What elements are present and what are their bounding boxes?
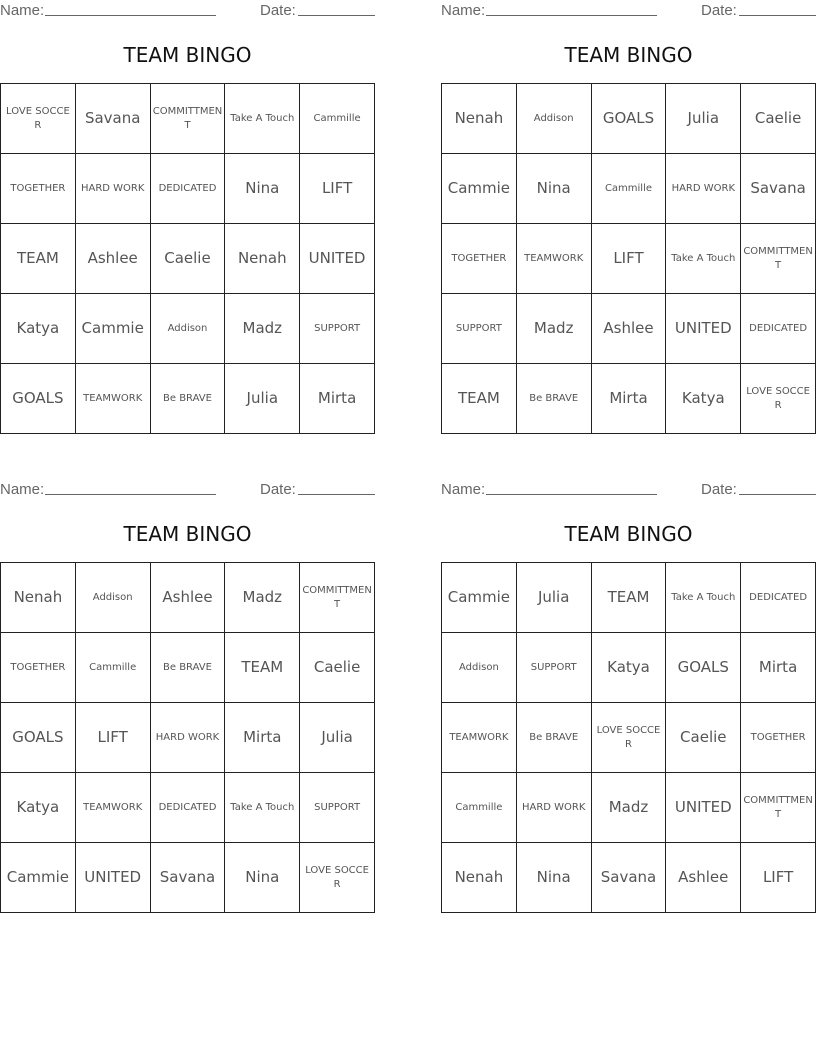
- bingo-grid: [441, 562, 816, 913]
- date-line: [739, 494, 816, 495]
- bingo-cell[interactable]: Ashlee: [592, 294, 667, 364]
- bingo-cell[interactable]: LIFT: [76, 703, 151, 773]
- bingo-cell[interactable]: Cammille: [592, 154, 667, 224]
- bingo-card: [0, 0, 375, 434]
- card-title: TEAM BINGO: [123, 522, 252, 546]
- name-line: [486, 494, 657, 495]
- bingo-cell[interactable]: Nenah: [225, 224, 300, 294]
- bingo-cell[interactable]: Savana: [151, 843, 226, 913]
- bingo-card: [441, 0, 816, 434]
- bingo-cell[interactable]: Be BRAVE: [517, 703, 592, 773]
- card-header: [441, 2, 816, 20]
- bingo-cell[interactable]: Cammie: [1, 843, 76, 913]
- bingo-cell[interactable]: TEAM: [1, 224, 76, 294]
- bingo-cell[interactable]: Nina: [225, 843, 300, 913]
- date-label: Date:: [260, 481, 296, 498]
- bingo-cell[interactable]: DEDICATED: [151, 773, 226, 843]
- bingo-cell[interactable]: Addison: [517, 84, 592, 154]
- date-line: [739, 15, 816, 16]
- bingo-cell[interactable]: Savana: [741, 154, 816, 224]
- bingo-cell[interactable]: Cammie: [442, 563, 517, 633]
- name-label: Name:: [0, 2, 45, 19]
- name-label: Name:: [441, 2, 486, 19]
- bingo-cell[interactable]: TOGETHER: [442, 224, 517, 294]
- bingo-cell[interactable]: DEDICATED: [151, 154, 226, 224]
- bingo-cell[interactable]: HARD WORK: [666, 154, 741, 224]
- date-line: [298, 494, 375, 495]
- bingo-card: [0, 479, 375, 913]
- bingo-cell[interactable]: Cammie: [442, 154, 517, 224]
- date-label: Date:: [701, 2, 737, 19]
- bingo-cell[interactable]: Cammille: [76, 633, 151, 703]
- bingo-cell[interactable]: GOALS: [1, 364, 76, 434]
- bingo-cell[interactable]: Mirta: [300, 364, 375, 434]
- bingo-cell[interactable]: Be BRAVE: [151, 364, 226, 434]
- bingo-cell[interactable]: Madz: [225, 294, 300, 364]
- bingo-cell[interactable]: Katya: [1, 294, 76, 364]
- bingo-grid: [0, 562, 375, 913]
- bingo-cell[interactable]: Addison: [76, 563, 151, 633]
- bingo-cell[interactable]: Take A Touch: [225, 773, 300, 843]
- bingo-cell[interactable]: Mirta: [592, 364, 667, 434]
- bingo-cell[interactable]: Take A Touch: [666, 224, 741, 294]
- bingo-cell[interactable]: HARD WORK: [151, 703, 226, 773]
- bingo-cell[interactable]: Katya: [592, 633, 667, 703]
- bingo-cell[interactable]: COMMITTMENT: [300, 563, 375, 633]
- bingo-cell[interactable]: Ashlee: [151, 563, 226, 633]
- bingo-cell[interactable]: Be BRAVE: [151, 633, 226, 703]
- bingo-cell[interactable]: Julia: [517, 563, 592, 633]
- name-line: [486, 15, 657, 16]
- bingo-card: [441, 479, 816, 913]
- bingo-cell[interactable]: TEAM: [442, 364, 517, 434]
- bingo-cell[interactable]: Caelie: [666, 703, 741, 773]
- bingo-cell[interactable]: GOALS: [592, 84, 667, 154]
- bingo-cell[interactable]: Katya: [1, 773, 76, 843]
- bingo-cell[interactable]: HARD WORK: [517, 773, 592, 843]
- bingo-cell[interactable]: Madz: [225, 563, 300, 633]
- bingo-cell[interactable]: Ashlee: [76, 224, 151, 294]
- bingo-cell[interactable]: Take A Touch: [666, 563, 741, 633]
- card-header: [441, 481, 816, 499]
- bingo-cell[interactable]: Nina: [517, 154, 592, 224]
- bingo-cell[interactable]: SUPPORT: [442, 294, 517, 364]
- bingo-cell[interactable]: HARD WORK: [76, 154, 151, 224]
- card-header: [0, 481, 375, 499]
- bingo-cell[interactable]: Addison: [442, 633, 517, 703]
- bingo-cell[interactable]: TOGETHER: [741, 703, 816, 773]
- date-line: [298, 15, 375, 16]
- bingo-cell[interactable]: Be BRAVE: [517, 364, 592, 434]
- bingo-cell[interactable]: Nenah: [442, 84, 517, 154]
- bingo-cell[interactable]: Savana: [76, 84, 151, 154]
- bingo-cell[interactable]: Madz: [517, 294, 592, 364]
- bingo-cell[interactable]: Madz: [592, 773, 667, 843]
- bingo-cell[interactable]: GOALS: [1, 703, 76, 773]
- bingo-cell[interactable]: TEAMWORK: [517, 224, 592, 294]
- bingo-cell[interactable]: Take A Touch: [225, 84, 300, 154]
- bingo-cell[interactable]: SUPPORT: [517, 633, 592, 703]
- bingo-cell[interactable]: UNITED: [666, 294, 741, 364]
- bingo-cell[interactable]: Julia: [300, 703, 375, 773]
- bingo-cell[interactable]: TEAM: [592, 563, 667, 633]
- bingo-cell[interactable]: DEDICATED: [741, 294, 816, 364]
- bingo-cell[interactable]: COMMITTMENT: [151, 84, 226, 154]
- date-label: Date:: [701, 481, 737, 498]
- bingo-cell[interactable]: TOGETHER: [1, 154, 76, 224]
- bingo-cell[interactable]: UNITED: [666, 773, 741, 843]
- bingo-cell[interactable]: LIFT: [592, 224, 667, 294]
- bingo-grid: [0, 83, 375, 434]
- bingo-cell[interactable]: LOVE SOCCER: [300, 843, 375, 913]
- bingo-cell[interactable]: LIFT: [741, 843, 816, 913]
- name-line: [45, 15, 216, 16]
- bingo-cell[interactable]: LOVE SOCCER: [1, 84, 76, 154]
- bingo-cell[interactable]: LIFT: [300, 154, 375, 224]
- bingo-cell[interactable]: Addison: [151, 294, 226, 364]
- card-header: [0, 2, 375, 20]
- name-label: Name:: [441, 481, 486, 498]
- bingo-cell[interactable]: Julia: [225, 364, 300, 434]
- bingo-cell[interactable]: Cammie: [76, 294, 151, 364]
- date-label: Date:: [260, 2, 296, 19]
- bingo-cell[interactable]: COMMITTMENT: [741, 224, 816, 294]
- bingo-cell[interactable]: TEAMWORK: [442, 703, 517, 773]
- name-line: [45, 494, 216, 495]
- bingo-cell[interactable]: DEDICATED: [741, 563, 816, 633]
- bingo-cell[interactable]: Nenah: [1, 563, 76, 633]
- bingo-cell[interactable]: Cammille: [300, 84, 375, 154]
- bingo-cell[interactable]: Caelie: [741, 84, 816, 154]
- bingo-cell[interactable]: TEAMWORK: [76, 364, 151, 434]
- bingo-cell[interactable]: Cammille: [442, 773, 517, 843]
- bingo-cell[interactable]: Mirta: [225, 703, 300, 773]
- bingo-cell[interactable]: LOVE SOCCER: [741, 364, 816, 434]
- bingo-cell[interactable]: Nina: [517, 843, 592, 913]
- bingo-cell[interactable]: COMMITTMENT: [741, 773, 816, 843]
- bingo-cell[interactable]: TEAMWORK: [76, 773, 151, 843]
- bingo-cell[interactable]: Nina: [225, 154, 300, 224]
- bingo-cell[interactable]: Julia: [666, 84, 741, 154]
- bingo-cell[interactable]: Mirta: [741, 633, 816, 703]
- bingo-cell[interactable]: SUPPORT: [300, 294, 375, 364]
- bingo-cell[interactable]: GOALS: [666, 633, 741, 703]
- bingo-cell[interactable]: UNITED: [300, 224, 375, 294]
- bingo-cell[interactable]: LOVE SOCCER: [592, 703, 667, 773]
- bingo-cell[interactable]: Nenah: [442, 843, 517, 913]
- bingo-cell[interactable]: TEAM: [225, 633, 300, 703]
- bingo-cell[interactable]: UNITED: [76, 843, 151, 913]
- bingo-cell[interactable]: SUPPORT: [300, 773, 375, 843]
- bingo-cell[interactable]: Katya: [666, 364, 741, 434]
- bingo-cell[interactable]: Savana: [592, 843, 667, 913]
- bingo-grid: [441, 83, 816, 434]
- name-label: Name:: [0, 481, 45, 498]
- bingo-cell[interactable]: Ashlee: [666, 843, 741, 913]
- card-title: TEAM BINGO: [564, 522, 693, 546]
- bingo-cell[interactable]: Caelie: [300, 633, 375, 703]
- card-title: TEAM BINGO: [564, 43, 693, 67]
- bingo-cell[interactable]: Caelie: [151, 224, 226, 294]
- card-title: TEAM BINGO: [123, 43, 252, 67]
- bingo-cell[interactable]: TOGETHER: [1, 633, 76, 703]
